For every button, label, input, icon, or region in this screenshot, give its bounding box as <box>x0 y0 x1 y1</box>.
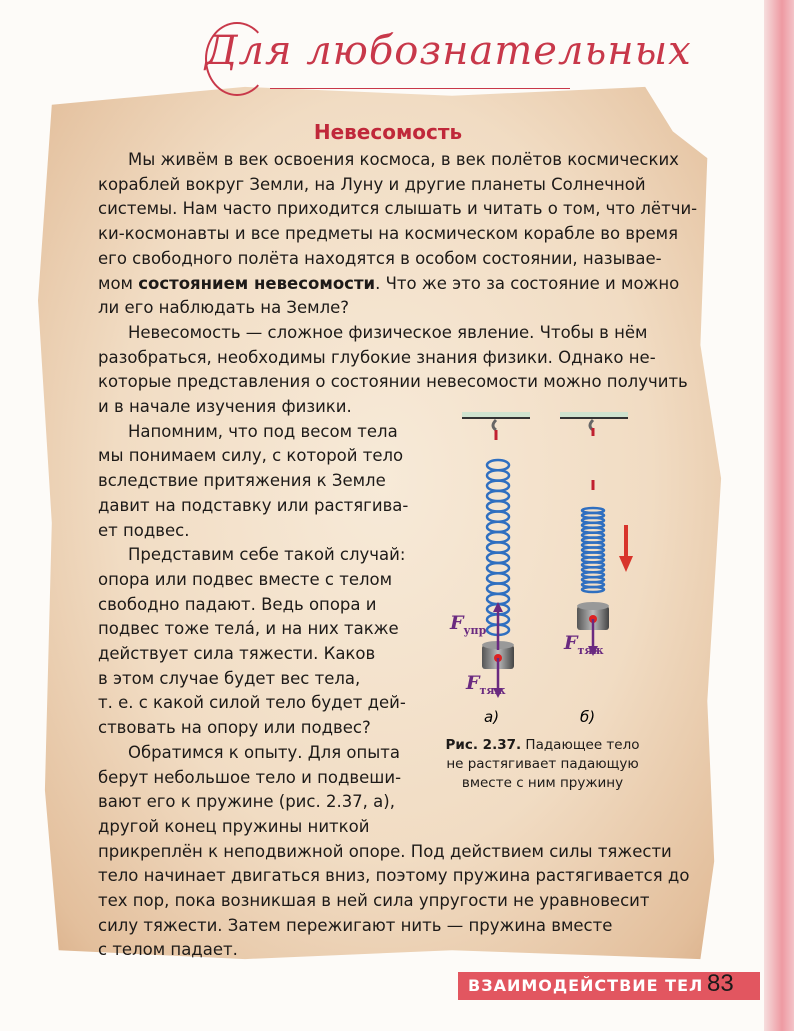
chapter-name: ВЗАИМОДЕЙСТВИЕ ТЕЛ <box>468 976 704 995</box>
spring-coil <box>487 470 509 480</box>
text-line: ли его наблюдать на Земле? <box>98 298 350 318</box>
support-b <box>560 412 628 418</box>
spring-diagram <box>430 400 660 710</box>
spring-coil <box>487 460 509 470</box>
spring-coil <box>487 573 509 583</box>
figure-2-37 <box>430 400 660 726</box>
figure-caption <box>430 736 655 793</box>
text-line: ствовать на опору или подвес? <box>98 718 371 738</box>
spring-coil <box>487 501 509 511</box>
spring-coil <box>487 553 509 563</box>
label-b: б) <box>580 708 596 726</box>
text-line: тех пор, пока возникшая в ней сила упругости не уравновесит <box>98 891 650 910</box>
text-line: вают его к пружине (рис. 2.37, а), <box>98 792 395 812</box>
section-title: Невесомость <box>313 120 463 144</box>
text-line: системы. Нам часто приходится слышать и читать о том, что лётчи- <box>98 199 698 219</box>
rubric-title: Для любознательных <box>205 28 692 74</box>
text-line: Обратимся к опыту. Для опыта <box>128 742 401 762</box>
spring-coil <box>487 584 509 594</box>
spring-coil <box>487 542 509 552</box>
emphasis-term: состоянием невесомости <box>138 273 376 293</box>
text-line: тело начинает двигаться вниз, поэтому пружина растягивается до <box>98 866 690 886</box>
force-gravity-label-a: $F_{тяж}$ <box>466 672 506 697</box>
text-line: с телом падает. <box>98 940 238 960</box>
spring-coil <box>487 481 509 491</box>
spring-coil <box>487 511 509 521</box>
label-a: а) <box>484 708 500 726</box>
text-line: прикреплён к неподвижной опоре. Под действием силы тяжести <box>98 841 672 861</box>
force-elastic-label: $F_{упр}$ <box>450 612 487 637</box>
text-line: его свободного полёта находятся в особом состоянии, называе- <box>98 248 662 268</box>
text-line: в этом случае будет вес тела, <box>98 668 361 688</box>
text-line: опора или подвес вместе с телом <box>98 569 393 589</box>
text-line: разобраться, необходимы глубокие знания физики. Однако не- <box>98 347 656 367</box>
caption-line: не растягивает падающую <box>446 756 639 772</box>
support-a <box>462 412 530 418</box>
text-line: т. е. с какой силой тело будет дей- <box>98 693 406 713</box>
text-line: другой конец пружины ниткой <box>98 816 370 836</box>
text-line: которые представления о состоянии невесомости можно получить <box>98 372 688 392</box>
caption-line: Падающее тело <box>525 737 640 753</box>
text-line: свободно падают. Ведь опора и <box>98 594 377 614</box>
text-line: силу тяжести. Затем пережигают нить — пружина вместе <box>98 915 613 935</box>
text-line: ет подвес. <box>98 520 190 540</box>
force-gravity-label-b: $F_{тяж}$ <box>564 632 604 657</box>
page-number: 83 <box>707 970 734 997</box>
text-line: и в начале изучения физики. <box>98 397 352 416</box>
spring-coil <box>487 522 509 532</box>
text-line: подвес тоже тела́, и на них также <box>98 619 399 639</box>
spring-coil <box>487 532 509 542</box>
text-line: действует сила тяжести. Каков <box>98 644 376 663</box>
spring-coil <box>487 563 509 573</box>
text-line: мом состоянием невесомости. Что же это за состояние и можно <box>98 273 680 293</box>
fall-direction-arrow <box>619 525 633 572</box>
text-line: Представим себе такой случай: <box>128 545 406 565</box>
caption-line: вместе с ним пружину <box>461 775 624 791</box>
text-line: Мы живём в век освоения космоса, в век полётов космических <box>128 150 679 169</box>
text-line: ки-космонавты и все предметы на космическом корабле во время <box>98 224 679 244</box>
spring-compressed <box>582 508 604 592</box>
text-line: кораблей вокруг Земли, на Луну и другие планеты Солнечной <box>98 174 646 194</box>
caption-number: Рис. 2.37. <box>445 737 522 753</box>
spring-coil <box>487 491 509 501</box>
text-line: Невесомость — сложное физическое явление. Чтобы в нём <box>128 322 648 342</box>
text-line: берут небольшое тело и подвеши- <box>98 767 402 787</box>
text-line: мы понимаем силу, с которой тело <box>98 446 404 466</box>
rubric-underline <box>270 88 570 89</box>
text-line: давит на подставку или растягива- <box>98 495 409 515</box>
spring-coil <box>582 587 604 592</box>
text-line: Напомним, что под весом тела <box>128 421 398 441</box>
text-line: вследствие притяжения к Земле <box>98 471 386 491</box>
page-edge <box>764 0 794 1031</box>
